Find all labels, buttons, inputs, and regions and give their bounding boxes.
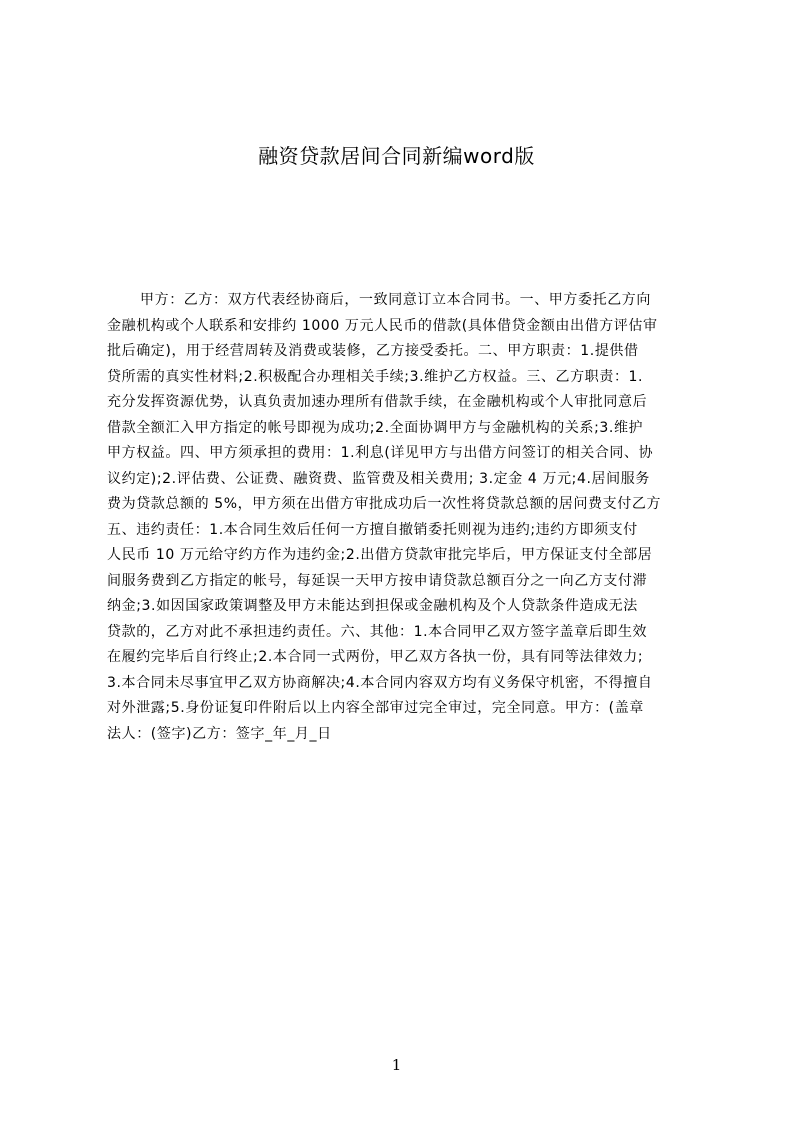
page-number: 1	[391, 1056, 402, 1074]
body-line: 甲方权益。四、甲方须承担的费用：1.利息(详见甲方与出借方问签订的相关合同、协	[107, 445, 654, 461]
body-line: 人民币 10 万元给守约方作为违约金;2.出借方贷款审批完毕后，甲方保证支付全部居	[107, 547, 653, 563]
body-line: 在履约完毕后自行终止;2.本合同一式两份，甲乙双方各执一份，具有同等法律效力;	[107, 649, 644, 665]
body-line: 充分发挥资源优势，认真负责加速办理所有借款手续，在金融机构或个人审批同意后	[107, 394, 648, 410]
body-line: 借款全额汇入甲方指定的帐号即视为成功;2.全面协调甲方与金融机构的关系;3.维护	[107, 419, 644, 436]
body-line: 贷款的，乙方对此不承担违约责任。六、其他：1.本合同甲乙双方签字盖章后即生效	[107, 623, 648, 640]
body-line: 金融机构或个人联系和安排约 1000 万元人民币的借款(具体借贷金额由出借方评估审	[107, 317, 658, 334]
body-line: 间服务费到乙方指定的帐号，每延误一天甲方按申请贷款总额百分之一向乙方支付滞	[107, 572, 648, 589]
body-line: 纳金;3.如因国家政策调整及甲方未能达到担保或金融机构及个人贷款条件造成无法	[107, 598, 638, 614]
body-line: 贷所需的真实性材料;2.积极配合办理相关手续;3.维护乙方权益。三、乙方职责：1.	[107, 368, 644, 385]
body-line: 甲方：乙方：双方代表经协商后，一致同意订立本合同书。一、甲方委托乙方向	[140, 292, 651, 308]
body-line: 费为贷款总额的 5%，甲方须在出借方审批成功后一次性将贷款总额的居问费支付乙方	[107, 496, 662, 512]
body-line: 法人：(签字)乙方：签字_年_月_日	[107, 725, 332, 742]
document-title: 融资贷款居间合同新编word版	[258, 144, 535, 168]
body-line: 3.本合同未尽事宜甲乙双方协商解决;4.本合同内容双方均有义务保守机密，不得擅自	[107, 674, 653, 691]
contract-body	[107, 288, 697, 747]
body-line: 议约定);2.评估费、公证费、融资费、监管费及相关费用; 3.定金 4 万元;4.居间服务	[107, 470, 650, 487]
body-line: 对外泄露;5.身份证复印件附后以上内容全部审过完全审过，完全同意。甲方：(盖章	[107, 700, 644, 716]
body-line: 批后确定)，用于经营周转及消费或装修，乙方接受委托。二、甲方职责：1.提供借	[107, 343, 639, 359]
body-line: 五、违约责任：1.本合同生效后任何一方擅自撤销委托则视为违约;违约方即须支付	[107, 521, 638, 538]
